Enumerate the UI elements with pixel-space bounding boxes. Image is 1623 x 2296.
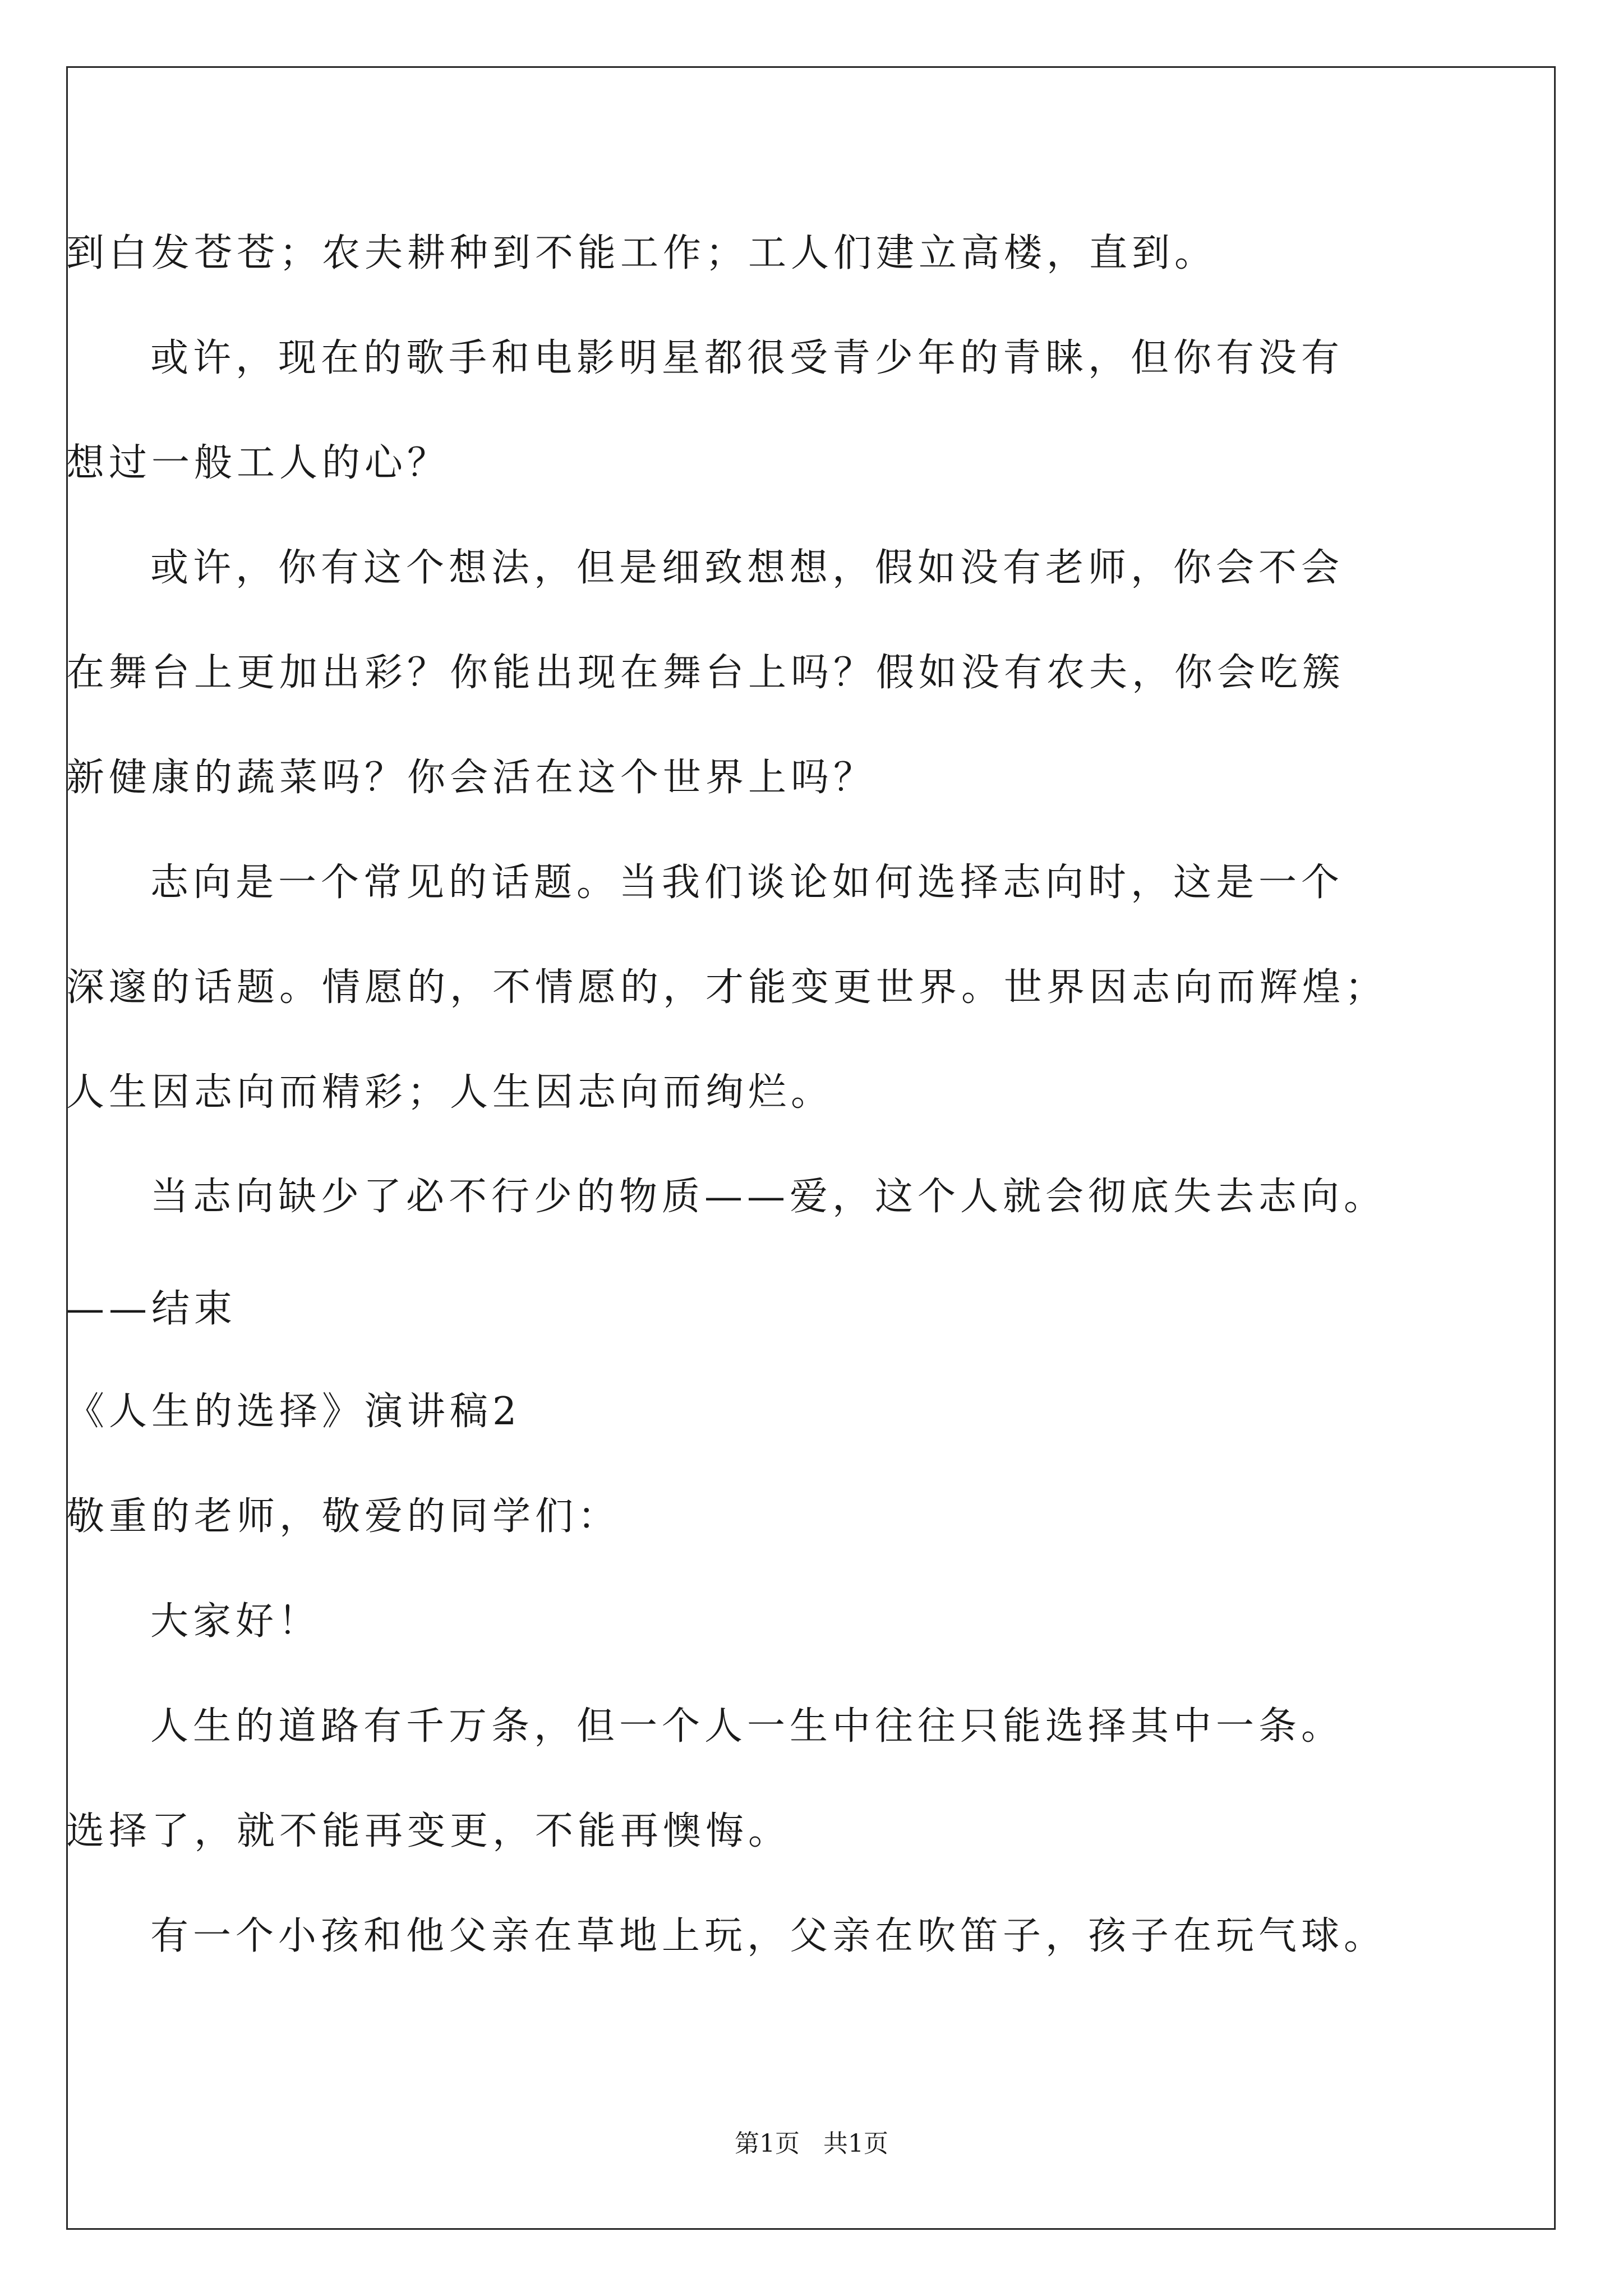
text-line: 或许，你有这个想法，但是细致想想，假如没有老师，你会不会 (150, 546, 1344, 590)
text-line: 志向是一个常见的话题。当我们谈论如何选择志向时，这是一个 (150, 861, 1344, 905)
text-line: ——结束 (66, 1287, 237, 1331)
text-line: 深邃的话题。情愿的，不情愿的，才能变更世界。世界因志向而辉煌； (66, 965, 1388, 1010)
section-heading: 《人生的选择》演讲稿2 (66, 1389, 522, 1434)
text-line: 新健康的蔬菜吗？你会活在这个世界上吗？ (66, 756, 877, 800)
text-line: 人生因志向而精彩；人生因志向而绚烂。 (66, 1070, 834, 1115)
text-line: 选择了，就不能再变更，不能再懊悔。 (66, 1809, 791, 1853)
text-line: 当志向缺少了必不行少的物质——爱，这个人就会彻底失去志向。 (150, 1175, 1387, 1219)
text-line: 或许，现在的歌手和电影明星都很受青少年的青睐，但你有没有 (150, 336, 1344, 380)
text-line: 人生的道路有千万条，但一个人一生中往往只能选择其中一条。 (150, 1704, 1344, 1749)
greeting: 大家好！ (150, 1599, 321, 1644)
text-line: 在舞台上更加出彩？你能出现在舞台上吗？假如没有农夫，你会吃簇 (66, 651, 1345, 695)
salutation: 敬重的老师，敬爱的同学们： (66, 1494, 621, 1539)
page-footer: 第1页 共1页 (735, 2129, 888, 2158)
text-line: 到白发苍苍；农夫耕种到不能工作；工人们建立高楼，直到。 (66, 231, 1218, 275)
text-line: 有一个小孩和他父亲在草地上玩，父亲在吹笛子，孩子在玩气球。 (150, 1914, 1387, 1958)
text-line: 想过一般工人的心？ (66, 441, 450, 485)
page-border (66, 66, 1556, 2230)
